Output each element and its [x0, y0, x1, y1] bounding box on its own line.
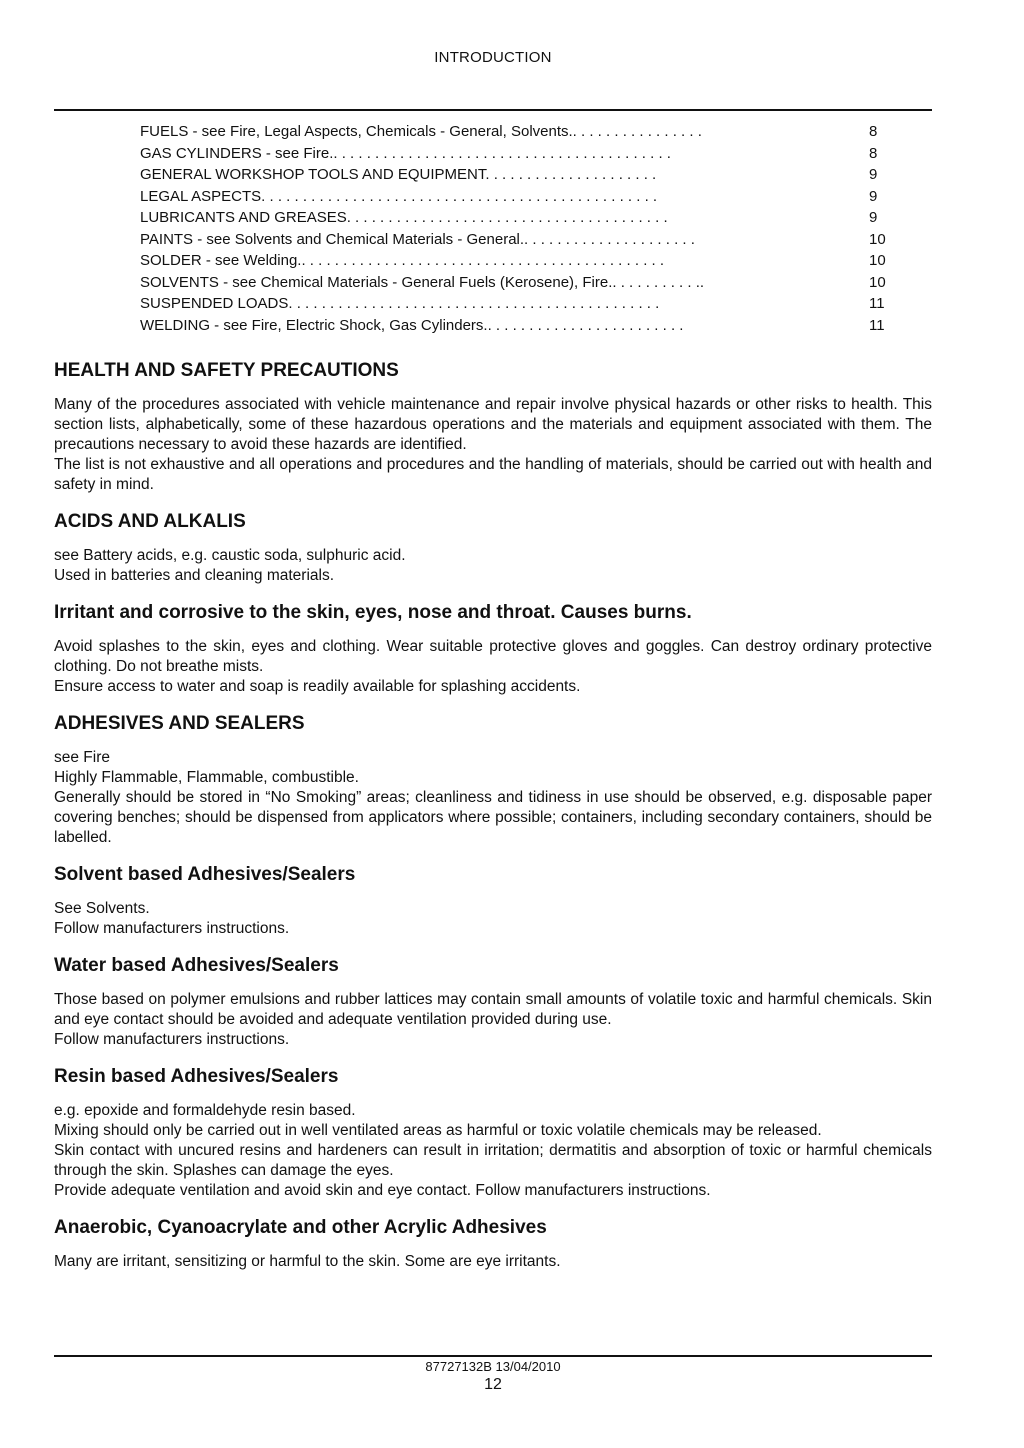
toc-entry-label: GENERAL WORKSHOP TOOLS AND EQUIPMENT. . . . . . . . . . . . . . . . . . . . .	[140, 166, 657, 183]
toc-entry-page: 11	[869, 316, 885, 334]
section	[54, 951, 932, 1050]
section	[54, 1213, 932, 1272]
section-body	[54, 1252, 932, 1272]
paragraph: Those based on polymer emulsions and rubber lattices may contain small amounts of volatile toxic and harmful chemicals. Skin and eye contact should be avoided and adequate ventilation provided during use.	[54, 991, 932, 1028]
paragraph: see Fire	[54, 749, 110, 766]
toc-entry-label: PAINTS - see Solvents and Chemical Materials - General.. . . . . . . . . . . . . . . . . . . . .	[140, 230, 695, 248]
section	[54, 598, 932, 697]
section	[54, 507, 932, 586]
toc-entry-page: 9	[869, 209, 878, 226]
toc-entry-label: GAS CYLINDERS - see Fire.. . . . . . . . . . . . . . . . . . . . . . . . . . . . . . . . . . . . . . . . .	[140, 144, 671, 162]
paragraph: e.g. epoxide and formaldehyde resin based.	[54, 1102, 356, 1119]
toc-row	[140, 186, 900, 208]
toc-entry-label: SUSPENDED LOADS. . . . . . . . . . . . . . . . . . . . . . . . . . . . . . . . . . . . . . . . . . . . .	[140, 295, 660, 312]
section-heading: Water based Adhesives/Sealers	[54, 955, 339, 976]
section-body	[54, 637, 932, 697]
paragraph: Ensure access to water and soap is readily available for splashing accidents.	[54, 678, 581, 695]
toc-row	[140, 143, 900, 165]
paragraph: Many are irritant, sensitizing or harmful to the skin. Some are eye irritants.	[54, 1253, 561, 1270]
header-rule	[54, 109, 932, 111]
section-body	[54, 1101, 932, 1201]
section-heading: ACIDS AND ALKALIS	[54, 511, 246, 532]
paragraph: Skin contact with uncured resins and hardeners can result in irritation; dermatitis and absorption of toxic or harmful chemicals through the skin. Splashes can damage the eyes.	[54, 1142, 932, 1179]
section-body	[54, 395, 932, 495]
toc-entry-page: 8	[869, 144, 878, 162]
paragraph: Provide adequate ventilation and avoid skin and eye contact. Follow manufacturers instructions.	[54, 1182, 711, 1199]
table-of-contents	[140, 121, 900, 336]
section-body	[54, 748, 932, 848]
toc-entry-label: SOLDER - see Welding.. . . . . . . . . . . . . . . . . . . . . . . . . . . . . . . . . . . . . . . . . . . .	[140, 252, 665, 269]
paragraph: Many of the procedures associated with vehicle maintenance and repair involve physical hazards or other risks to health. This section lists, alphabetically, some of these hazardous operations and the materials and equipment associated with them. The precautions necessary to avoid these hazards are identified.	[54, 396, 932, 453]
paragraph: Mixing should only be carried out in well ventilated areas as harmful or toxic volatile chemicals may be released.	[54, 1122, 822, 1139]
paragraph: Used in batteries and cleaning materials.	[54, 567, 335, 584]
toc-row	[140, 272, 900, 294]
section-heading: Anaerobic, Cyanoacrylate and other Acrylic Adhesives	[54, 1217, 547, 1238]
toc-row	[140, 207, 900, 229]
toc-row	[140, 293, 900, 315]
paragraph: Follow manufacturers instructions.	[54, 1031, 290, 1048]
toc-row	[140, 229, 900, 251]
toc-entry-label: LUBRICANTS AND GREASES. . . . . . . . . . . . . . . . . . . . . . . . . . . . . . . . . . . . . . .	[140, 209, 668, 226]
footer-rule	[54, 1355, 932, 1357]
toc-row	[140, 315, 900, 337]
paragraph: see Battery acids, e.g. caustic soda, sulphuric acid.	[54, 547, 406, 564]
section	[54, 1062, 932, 1201]
section	[54, 709, 932, 848]
page-number: 12	[484, 1376, 502, 1393]
toc-row	[140, 121, 900, 143]
toc-entry-page: 10	[869, 252, 886, 269]
toc-entry-label: WELDING - see Fire, Electric Shock, Gas Cylinders.. . . . . . . . . . . . . . . . . . . . . . . .	[140, 316, 684, 334]
toc-row	[140, 164, 900, 186]
section-heading: HEALTH AND SAFETY PRECAUTIONS	[54, 360, 399, 381]
section-heading: Resin based Adhesives/Sealers	[54, 1066, 339, 1087]
document-code: 87727132B 13/04/2010	[425, 1359, 561, 1374]
main-content	[54, 356, 932, 1284]
paragraph: Highly Flammable, Flammable, combustible.	[54, 769, 359, 786]
section-heading: Solvent based Adhesives/Sealers	[54, 864, 356, 885]
toc-entry-page: 10	[869, 273, 886, 291]
section	[54, 860, 932, 939]
toc-entry-page: 9	[869, 166, 878, 183]
toc-entry-label: SOLVENTS - see Chemical Materials - General Fuels (Kerosene), Fire.. . . . . . . . . . ..	[140, 273, 705, 291]
toc-entry-page: 10	[869, 230, 886, 248]
toc-entry-page: 11	[869, 295, 885, 312]
toc-row	[140, 250, 900, 272]
section-heading: Irritant and corrosive to the skin, eyes, nose and throat. Causes burns.	[54, 602, 692, 623]
toc-entry-label: LEGAL ASPECTS. . . . . . . . . . . . . . . . . . . . . . . . . . . . . . . . . . . . . . . . . . . . . . . .	[140, 187, 658, 205]
paragraph: See Solvents.	[54, 900, 150, 917]
toc-entry-label: FUELS - see Fire, Legal Aspects, Chemicals - General, Solvents.. . . . . . . . . . . . . . . .	[140, 123, 702, 140]
section-body	[54, 546, 932, 586]
paragraph: The list is not exhaustive and all operations and procedures and the handling of materials, should be carried out with health and safety in mind.	[54, 456, 932, 493]
paragraph: Generally should be stored in “No Smoking” areas; cleanliness and tidiness in use should be observed, e.g. disposable paper covering benches; should be dispensed from applicators where possible; containers, including secondary containers, should be labelled.	[54, 789, 932, 846]
section-heading: ADHESIVES AND SEALERS	[54, 713, 305, 734]
section-body	[54, 990, 932, 1050]
paragraph: Follow manufacturers instructions.	[54, 920, 290, 937]
paragraph: Avoid splashes to the skin, eyes and clothing. Wear suitable protective gloves and goggles. Can destroy ordinary protective clothing. Do not breathe mists.	[54, 638, 932, 675]
toc-entry-page: 8	[869, 123, 878, 140]
section	[54, 356, 932, 495]
running-header: INTRODUCTION	[434, 49, 552, 66]
toc-entry-page: 9	[869, 187, 878, 205]
section-body	[54, 899, 932, 939]
